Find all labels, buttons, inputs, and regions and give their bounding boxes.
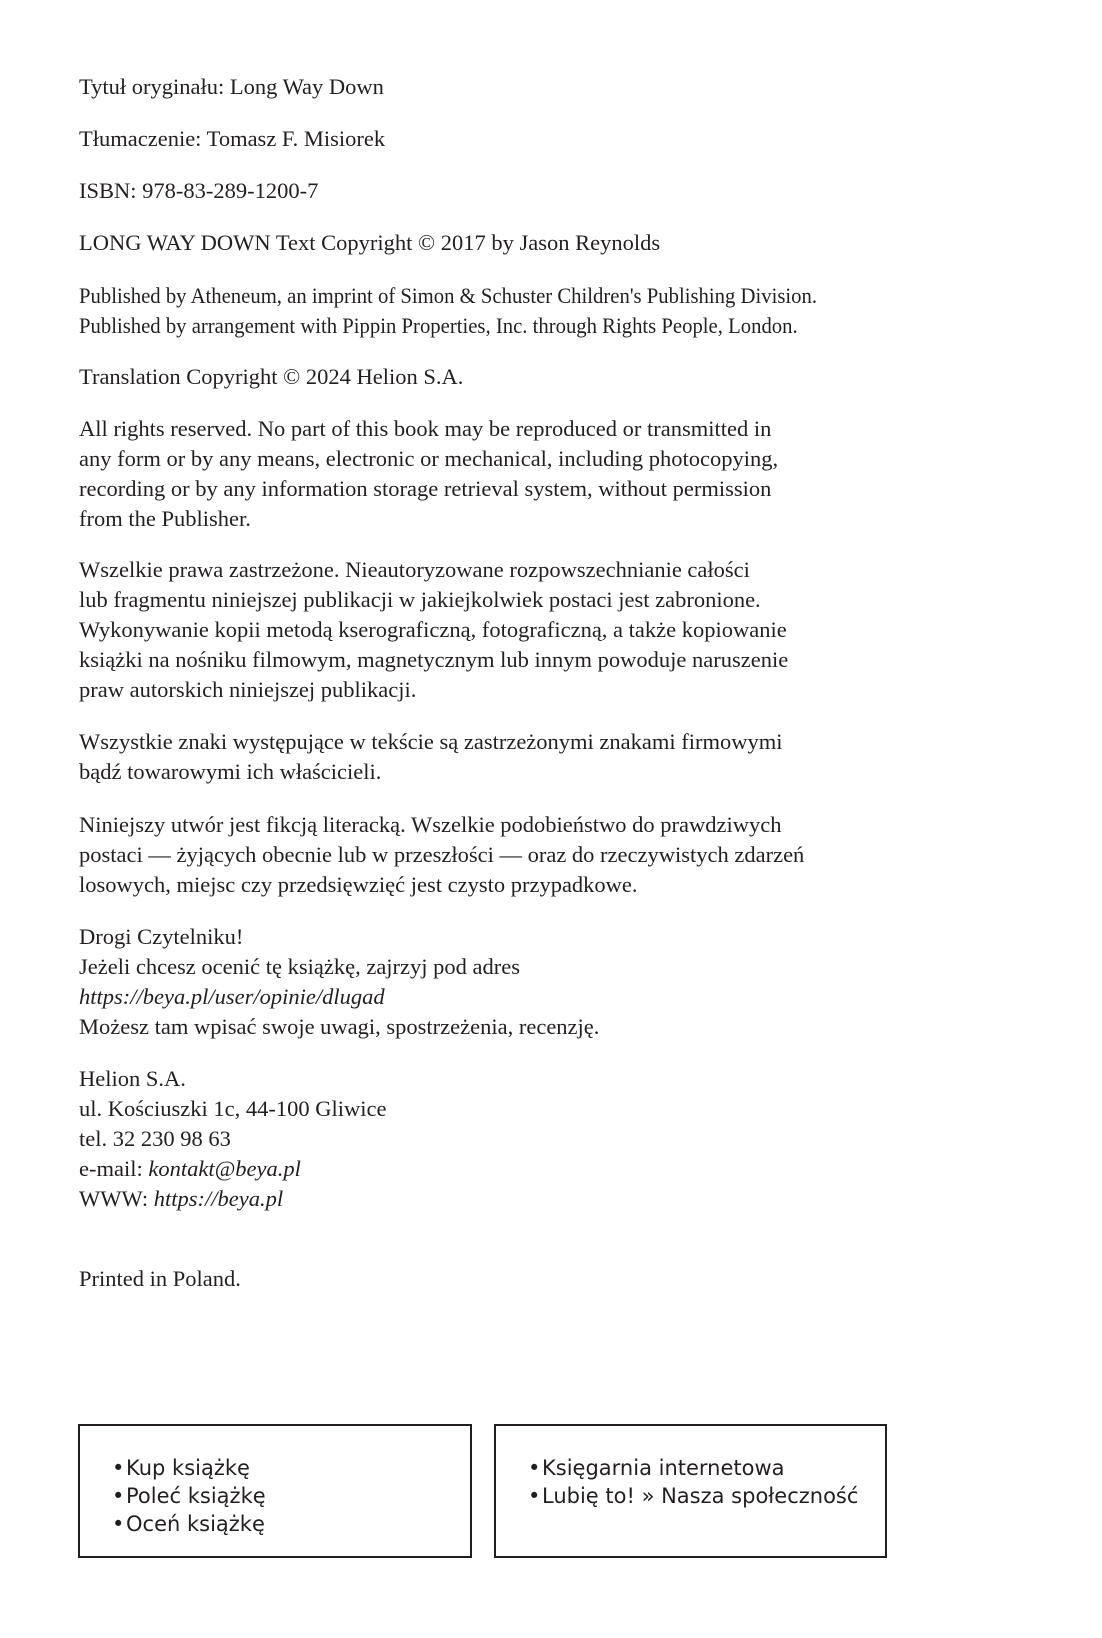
bullet: • — [112, 1456, 125, 1480]
original-title-block — [79, 72, 384, 102]
printed-block — [79, 1264, 241, 1294]
bullet: • — [112, 1484, 125, 1508]
trademarks-paragraph — [79, 727, 783, 787]
community-link[interactable] — [528, 1482, 858, 1510]
translation-copyright: Translation Copyright © 2024 Helion S.A. — [79, 364, 464, 389]
fiction-paragraph — [79, 810, 804, 900]
reader-greeting: Drogi Czytelniku! — [79, 924, 244, 949]
reader-line: Jeżeli chcesz ocenić tę książkę, zajrzyj pod adres — [79, 954, 521, 979]
isbn: ISBN: 978-83-289-1200-7 — [79, 178, 319, 203]
store-links-box — [494, 1424, 887, 1558]
email-label: e-mail: — [79, 1156, 149, 1181]
trademarks-line: Wszystkie znaki występujące w tekście są zastrzeżonymi znakami firmowymi — [79, 729, 783, 754]
rights-en-line: All rights reserved. No part of this book may be reproduced or transmitted in — [79, 416, 772, 441]
published-line — [79, 281, 881, 311]
rights-en-paragraph — [79, 414, 778, 534]
rights-pl-line: lub fragmentu niniejszej publikacji w jakiejkolwiek postaci jest zabronione. — [79, 587, 761, 612]
copyright-block — [79, 228, 660, 258]
rights-en-line: any form or by any means, electronic or mechanical, including photocopying, — [79, 446, 779, 471]
publisher-phone: tel. 32 230 98 63 — [79, 1126, 231, 1151]
reader-note — [79, 922, 599, 1042]
published-line-text: Published by arrangement with Pippin Properties, Inc. through Rights People, London. — [79, 313, 798, 338]
fiction-line: losowych, miejsc czy przedsięwzięć jest czysto przypadkowe. — [79, 872, 638, 897]
www-label: WWW: — [79, 1186, 154, 1211]
bullet: • — [528, 1456, 541, 1480]
online-bookstore-link[interactable] — [528, 1454, 858, 1482]
bullet: • — [528, 1484, 541, 1508]
reader-line: Możesz tam wpisać swoje uwagi, spostrzeżenia, recenzję. — [79, 1014, 600, 1039]
isbn-block — [79, 176, 318, 206]
rights-pl-line: Wykonywanie kopii metodą kserograficzną, fotograficzną, a także kopiowanie — [79, 617, 787, 642]
link-label: Poleć książkę — [126, 1484, 266, 1508]
link-label: Oceń książkę — [126, 1512, 265, 1536]
rights-en-line: from the Publisher. — [79, 506, 251, 531]
store-links-list — [528, 1454, 858, 1510]
rights-en-line: recording or by any information storage retrieval system, without permission — [79, 476, 772, 501]
fiction-line: Niniejszy utwór jest fikcją literacką. Wszelkie podobieństwo do prawdziwych — [79, 812, 782, 837]
www-link[interactable]: https://beya.pl — [153, 1186, 284, 1211]
link-label: Księgarnia internetowa — [542, 1456, 785, 1480]
rate-book-link[interactable] — [112, 1510, 266, 1538]
copyright-text: LONG WAY DOWN Text Copyright © 2017 by Jason Reynolds — [79, 230, 661, 255]
published-line-text: Published by Atheneum, an imprint of Simon & Schuster Children's Publishing Division. — [79, 283, 818, 308]
review-url[interactable]: https://beya.pl/user/opinie/dlugad — [79, 984, 385, 1009]
trademarks-line: bądź towarowymi ich właścicieli. — [79, 759, 382, 784]
publisher-name: Helion S.A. — [79, 1066, 186, 1091]
translator: Tłumaczenie: Tomasz F. Misiorek — [79, 126, 386, 151]
publisher-email-line — [79, 1154, 386, 1184]
printed-in: Printed in Poland. — [79, 1266, 241, 1291]
original-title: Tytuł oryginału: Long Way Down — [79, 74, 384, 99]
recommend-book-link[interactable] — [112, 1482, 266, 1510]
link-label: Kup książkę — [126, 1456, 250, 1480]
publisher-address: ul. Kościuszki 1c, 44-100 Gliwice — [79, 1096, 387, 1121]
rights-pl-line: praw autorskich niniejszej publikacji. — [79, 677, 417, 702]
publisher-info — [79, 1064, 386, 1214]
fiction-line: postaci — żyjących obecnie lub w przeszłości — oraz do rzeczywistych zdarzeń — [79, 842, 805, 867]
buy-book-link[interactable] — [112, 1454, 266, 1482]
review-url-link[interactable] — [79, 982, 599, 1012]
translation-copyright-block — [79, 362, 463, 392]
rights-pl-line: książki na nośniku filmowym, magnetycznym lub innym powoduje naruszenie — [79, 647, 789, 672]
published-line — [79, 311, 881, 341]
buy-links-box — [78, 1424, 472, 1558]
translation-block — [79, 124, 385, 154]
rights-pl-paragraph — [79, 555, 788, 705]
email-link[interactable]: kontakt@beya.pl — [148, 1156, 301, 1181]
publisher-www-line — [79, 1184, 386, 1214]
rights-pl-line: Wszelkie prawa zastrzeżone. Nieautoryzowane rozpowszechnianie całości — [79, 557, 750, 582]
published-block — [79, 281, 881, 341]
buy-links-list — [112, 1454, 266, 1538]
link-label: Lubię to! » Nasza społeczność — [542, 1484, 859, 1508]
bullet: • — [112, 1512, 125, 1536]
